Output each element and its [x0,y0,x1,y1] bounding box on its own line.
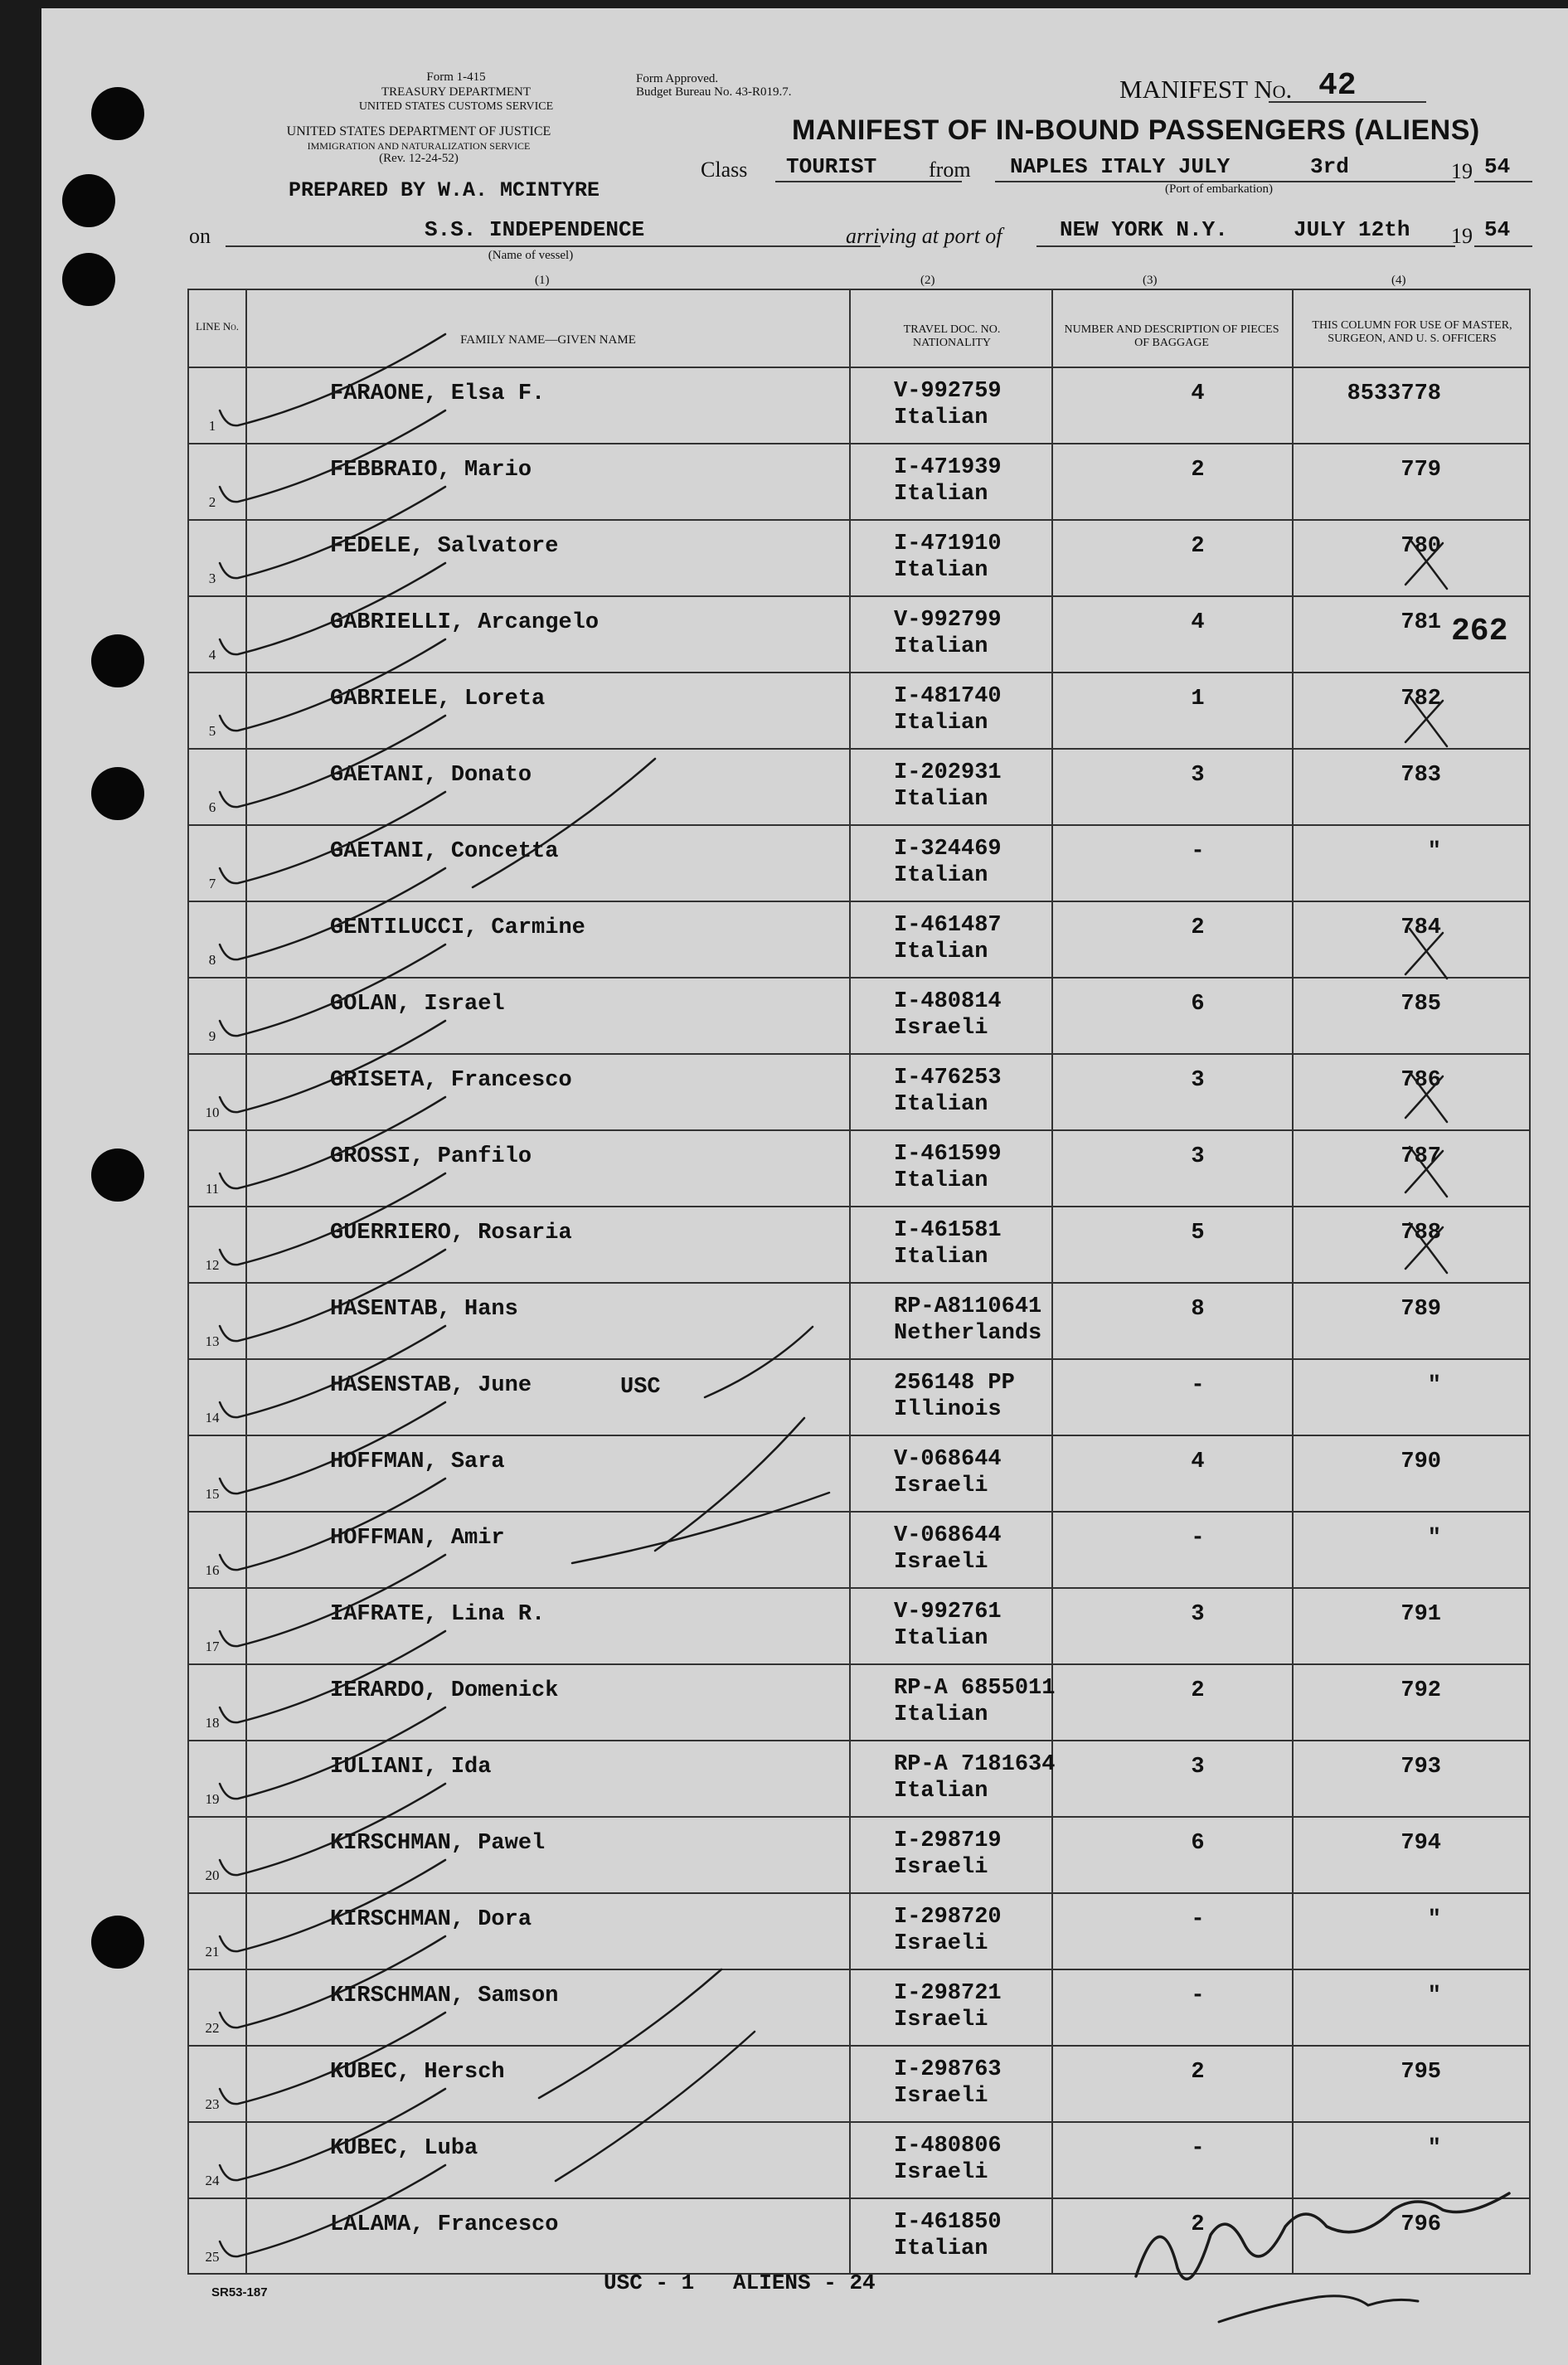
travel-doc-number: V-068644 [894,1523,1002,1548]
nationality: Italian [894,1626,988,1651]
travel-doc-number: I-461487 [894,913,1002,938]
baggage-count: 3 [1191,1755,1205,1780]
nationality: Israeli [894,1474,988,1498]
nationality: Italian [894,482,988,507]
passenger-name: KIRSCHMAN, Dora [330,1907,532,1932]
check-mark [220,563,445,654]
line-number: 23 [205,2096,220,2112]
check-mark [220,1402,445,1493]
passenger-name: KIRSCHMAN, Samson [330,1984,559,2008]
nationality: Italian [894,1702,988,1727]
travel-doc-number: I-461850 [894,2210,1002,2235]
nationality: Italian [894,711,988,736]
officer-number: 782 [1401,687,1441,711]
travel-doc-number: I-298721 [894,1981,1002,2006]
check-mark [220,1326,445,1417]
passenger-name: FEDELE, Salvatore [330,534,559,559]
passenger-name: HOFFMAN, Amir [330,1526,505,1551]
travel-doc-number: I-471910 [894,532,1002,556]
check-mark [220,487,445,578]
baggage-count: 4 [1191,381,1205,406]
travel-doc-number: I-480806 [894,2134,1002,2159]
line-number: 13 [205,1333,220,1349]
class-label: Class [701,158,748,182]
travel-doc-number: V-992799 [894,608,1002,633]
arrival-year-prefix: 19 [1451,224,1473,248]
baggage-count: 6 [1191,1831,1205,1856]
travel-doc-number: I-471939 [894,455,1002,480]
nationality: Italian [894,787,988,812]
baggage-count: 4 [1191,610,1205,635]
passenger-name: GENTILUCCI, Carmine [330,915,585,940]
nationality: Italian [894,1168,988,1193]
check-mark [220,1479,445,1570]
col-number-3: (3) [1143,274,1158,287]
manifest-page [41,8,1568,2365]
line-number: 17 [205,1639,220,1654]
line-number: 1 [208,418,216,434]
nationality: Netherlands [894,1321,1042,1346]
stamp-number: 262 [1451,614,1508,649]
x-mark [1410,539,1447,589]
header-family-name: FAMILY NAME—GIVEN NAME [460,333,636,347]
baggage-count: - [1191,1984,1205,2008]
baggage-count: 2 [1191,915,1205,940]
baggage-count: - [1191,1373,1205,1398]
line-number: 6 [208,799,216,815]
x-mark [1405,1151,1443,1192]
line-number: 12 [205,1257,220,1273]
line-number: 20 [205,1867,220,1883]
line-number: 19 [205,1791,220,1807]
nationality: Israeli [894,2084,988,2109]
officer-number: 796 [1401,2212,1441,2237]
check-mark [220,1250,445,1341]
passenger-name: KIRSCHMAN, Pawel [330,1831,546,1856]
baggage-count: 2 [1191,2060,1205,2085]
arriving-label: arriving at port of [846,224,1002,248]
line-number: 8 [208,952,216,968]
baggage-count: - [1191,839,1205,864]
check-mark [220,1555,445,1646]
officer-number: 792 [1401,1678,1441,1703]
officer-number: " [1427,1373,1441,1398]
baggage-count: 3 [1191,763,1205,788]
header-baggage: NUMBER AND DESCRIPTION OF PIECES OF BAGGAGE [1064,323,1279,349]
line-number: 14 [205,1410,220,1425]
line-number: 2 [208,494,216,510]
nationality: Italian [894,1245,988,1270]
x-mark [1410,1072,1447,1122]
passenger-name: LALAMA, Francesco [330,2212,559,2237]
passenger-name: HOFFMAN, Sara [330,1450,505,1474]
passenger-name: GOLAN, Israel [330,992,505,1017]
line-number: 11 [205,1181,220,1197]
prepared-by: PREPARED BY W.A. MCINTYRE [289,178,600,202]
travel-doc-number: I-480814 [894,989,1002,1014]
officer-number: 793 [1401,1755,1441,1780]
baggage-count: - [1191,1907,1205,1932]
x-mark [1405,1076,1443,1118]
justice-dept: UNITED STATES DEPARTMENT OF JUSTICE [286,124,551,138]
travel-doc-number: I-461599 [894,1142,1002,1167]
baggage-count: 3 [1191,1602,1205,1627]
officer-number: 783 [1401,763,1441,788]
col-number-2: (2) [920,274,935,287]
x-mark [1405,1227,1443,1269]
embark-caption: (Port of embarkation) [1165,182,1273,196]
diagonal-stroke [556,2032,755,2181]
arrival-date: JULY 12th [1294,217,1410,242]
check-mark [220,410,445,502]
passenger-name: GROSSI, Panfilo [330,1144,532,1169]
manifest-number-label: MANIFEST No. [1119,75,1293,104]
officer-number: 788 [1401,1221,1441,1246]
officer-number: 791 [1401,1602,1441,1627]
line-number: 10 [205,1105,220,1120]
arrival-year-suffix: 54 [1484,217,1511,242]
passenger-name: GRISETA, Francesco [330,1068,572,1093]
x-mark [1410,1223,1447,1273]
nationality: Italian [894,1092,988,1117]
from-label: from [929,158,971,182]
baggage-count: 2 [1191,458,1205,483]
passenger-name: GAETANI, Donato [330,763,532,788]
line-number: 9 [208,1028,216,1044]
passenger-name: GUERRIERO, Rosaria [330,1221,572,1246]
check-mark [220,2013,445,2104]
travel-doc-number: I-481740 [894,684,1002,709]
officer-number: 790 [1401,1450,1441,1474]
vessel-caption: (Name of vessel) [488,249,574,262]
col-number-4: (4) [1391,274,1406,287]
baggage-count: 3 [1191,1144,1205,1169]
travel-doc-number: RP-A 6855011 [894,1676,1056,1701]
travel-doc-number: I-298719 [894,1828,1002,1853]
header-travel-doc: TRAVEL DOC. NO. NATIONALITY [903,323,1001,349]
nationality: Italian [894,2236,988,2261]
check-mark [220,1860,445,1951]
check-mark [220,868,445,959]
line-number: 25 [205,2249,220,2265]
travel-doc-number: I-476253 [894,1066,1002,1090]
travel-doc-number: 256148 PP [894,1371,1015,1396]
baggage-count: 8 [1191,1297,1205,1322]
check-mark [220,716,445,807]
passenger-name: HASENSTAB, June [330,1373,532,1398]
form-approved: Form Approved. [636,72,719,85]
baggage-count: - [1191,1526,1205,1551]
officer-number: " [1427,1984,1441,2008]
budget-bureau: Budget Bureau No. 43-R019.7. [636,85,792,99]
manifest-title: MANIFEST OF IN-BOUND PASSENGERS (ALIENS) [792,114,1480,146]
treasury-dept: TREASURY DEPARTMENT [381,85,532,99]
from-day: 3rd [1310,154,1349,179]
officer-number: 779 [1401,458,1441,483]
travel-doc-number: I-461581 [894,1218,1002,1243]
nationality: Israeli [894,2160,988,2185]
check-mark [220,1021,445,1112]
officer-number: 786 [1401,1068,1441,1093]
line-number: 24 [205,2173,220,2188]
class-value: TOURIST [786,154,877,179]
officer-number: " [1427,1526,1441,1551]
passenger-name: GABRIELLI, Arcangelo [330,610,600,635]
travel-doc-number: V-068644 [894,1447,1002,1472]
nationality: Israeli [894,2008,988,2032]
check-mark [220,1784,445,1875]
customs-service: UNITED STATES CUSTOMS SERVICE [358,100,554,113]
travel-doc-number: RP-A 7181634 [894,1752,1056,1777]
travel-doc-number: V-992761 [894,1600,1002,1624]
officer-number: " [1427,1907,1441,1932]
line-number: 15 [205,1486,220,1502]
officer-number: 787 [1401,1144,1441,1169]
handwritten-marks [41,8,1568,2365]
form-number: Form 1-415 [426,70,486,84]
passenger-name: GAETANI, Concetta [330,839,559,864]
baggage-count: - [1191,2136,1205,2161]
nationality: Israeli [894,1016,988,1041]
vessel-name: S.S. INDEPENDENCE [425,217,645,242]
baggage-count: 1 [1191,687,1205,711]
diagonal-stroke [655,1418,804,1551]
officer-number: " [1427,839,1441,864]
nationality: Italian [894,863,988,888]
header-officers: THIS COLUMN FOR USE OF MASTER, SURGEON, AND U. S. OFFICERS [1312,319,1512,345]
nationality: Italian [894,940,988,964]
check-mark [220,1097,445,1188]
check-mark [220,334,445,425]
passenger-name: FARAONE, Elsa F. [330,381,546,406]
citizenship-note: USC [620,1375,661,1400]
officer-number: 784 [1401,915,1441,940]
officer-number: 795 [1401,2060,1441,2085]
officer-number: 8533778 [1347,381,1441,406]
x-mark [1405,543,1443,585]
officer-number: 785 [1401,992,1441,1017]
passenger-name: KUBEC, Hersch [330,2060,505,2085]
ins-service: IMMIGRATION AND NATURALIZATION SERVICE [307,140,531,152]
passenger-name: FEBBRAIO, Mario [330,458,532,483]
footer-totals: USC - 1 ALIENS - 24 [604,2270,876,2295]
nationality: Illinois [894,1397,1002,1422]
check-mark [220,1173,445,1265]
passenger-name: GABRIELE, Loreta [330,687,546,711]
line-number: 21 [205,1944,220,1960]
nationality: Italian [894,1779,988,1804]
passenger-name: KUBEC, Luba [330,2136,478,2161]
line-number: 22 [205,2020,220,2036]
travel-doc-number: I-324469 [894,837,1002,862]
check-mark [220,792,445,883]
line-number: 18 [205,1715,220,1731]
signature-scribble [1136,2193,1509,2279]
passenger-name: IULIANI, Ida [330,1755,492,1780]
x-mark [1405,933,1443,974]
travel-doc-number: I-202931 [894,760,1002,785]
travel-doc-number: I-298763 [894,2057,1002,2082]
officer-number: 781 [1401,610,1441,635]
diagonal-stroke [572,1493,829,1563]
year-suffix: 54 [1484,154,1511,179]
diagonal-stroke [705,1327,813,1397]
passenger-name: HASENTAB, Hans [330,1297,518,1322]
x-mark [1410,1147,1447,1197]
x-mark [1410,697,1447,746]
on-label: on [189,224,211,248]
check-mark [220,945,445,1036]
check-mark [220,1631,445,1722]
check-mark [220,639,445,731]
passenger-name: IERARDO, Domenick [330,1678,559,1703]
nationality: Israeli [894,1855,988,1880]
line-number: 7 [208,876,216,891]
arrival-port: NEW YORK N.Y. [1060,217,1228,242]
from-value: NAPLES ITALY JULY [1010,154,1231,179]
nationality: Israeli [894,1550,988,1575]
manifest-number: 42 [1318,68,1357,104]
x-mark [1410,929,1447,979]
baggage-count: 3 [1191,1068,1205,1093]
diagonal-stroke [473,759,655,887]
footer-code: SR53-187 [211,2285,268,2299]
nationality: Italian [894,634,988,659]
line-number: 3 [208,571,216,586]
passenger-name: IAFRATE, Lina R. [330,1602,546,1627]
check-mark [220,2165,445,2256]
officer-number: 780 [1401,534,1441,559]
nationality: Italian [894,558,988,583]
year-prefix: 19 [1451,159,1473,183]
header-line-no: LINE No. [196,320,239,333]
baggage-count: 2 [1191,2212,1205,2237]
baggage-count: 2 [1191,1678,1205,1703]
travel-doc-number: RP-A8110641 [894,1294,1042,1319]
line-number: 4 [208,647,216,663]
col-number-1: (1) [535,274,550,287]
baggage-count: 6 [1191,992,1205,1017]
officer-number: 794 [1401,1831,1441,1856]
check-mark [220,1936,445,2027]
baggage-count: 5 [1191,1221,1205,1246]
baggage-count: 2 [1191,534,1205,559]
x-mark [1405,701,1443,742]
baggage-count: 4 [1191,1450,1205,1474]
diagonal-stroke [539,1969,721,2098]
line-number: 16 [205,1562,220,1578]
travel-doc-number: V-992759 [894,379,1002,404]
check-mark [220,2089,445,2180]
revision-date: (Rev. 12-24-52) [379,152,459,165]
check-mark [220,1707,445,1799]
nationality: Italian [894,405,988,430]
signature-scribble [1219,2296,1418,2322]
officer-number: 789 [1401,1297,1441,1322]
travel-doc-number: I-298720 [894,1905,1002,1930]
line-number: 5 [208,723,216,739]
nationality: Israeli [894,1931,988,1956]
officer-number: " [1427,2136,1441,2161]
